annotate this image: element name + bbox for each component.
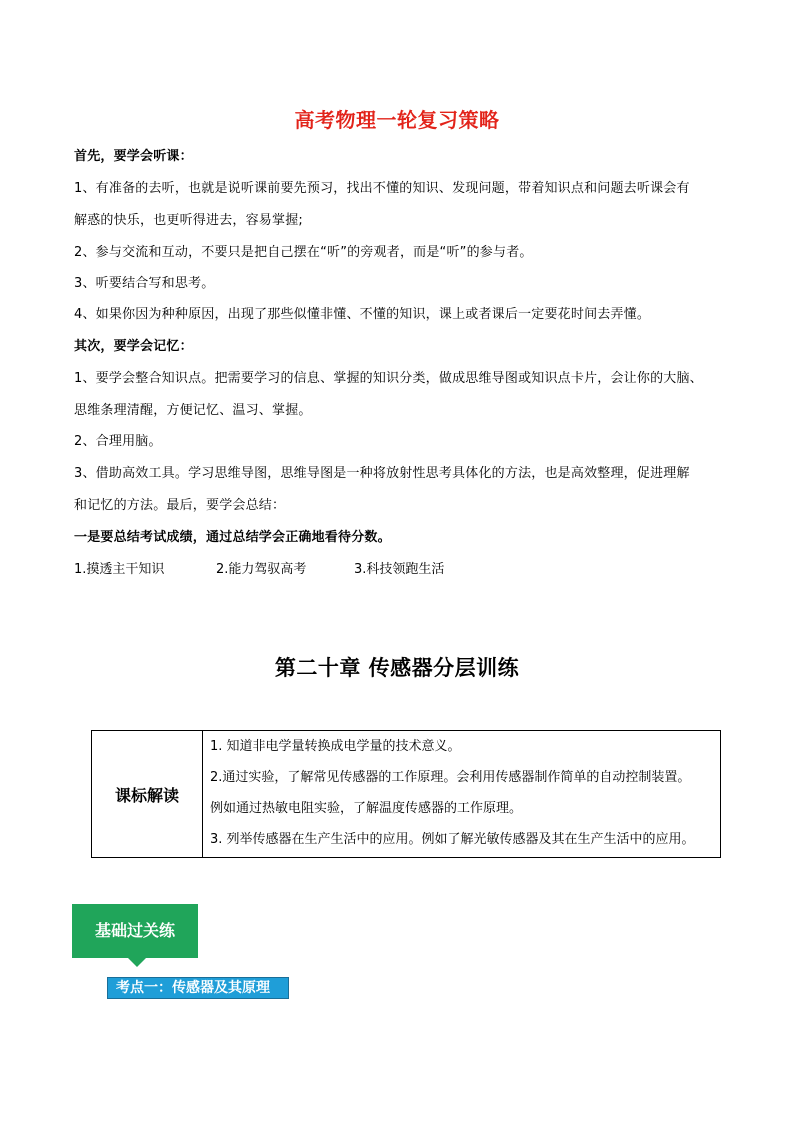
standards-label: 课标解读 [92, 731, 203, 858]
listening-point-2: 2、参与交流和互动，不要只是把自己摆在“听”的旁观者，而是“听”的参与者。 [74, 245, 533, 260]
standard-item: 例如通过热敏电阻实验，了解温度传感器的工作原理。 [210, 801, 523, 816]
feature-item: 2.能力驾驭高考 [216, 562, 307, 577]
listening-point-1-line-1: 1、有准备的去听，也就是说听课前要先预习，找出不懂的知识、发现问题，带着知识点和问题去听课会有 [74, 181, 690, 196]
memory-point-3-line-2: 和记忆的方法。最后，要学会总结： [74, 498, 286, 513]
feature-item: 3.科技领跑生活 [354, 562, 445, 577]
feature-row [74, 558, 444, 577]
memory-point-1-line-2: 思维条理清醒，方便记忆、温习、掌握。 [74, 403, 312, 418]
standard-item: 2.通过实验，了解常见传感器的工作原理。会利用传感器制作简单的自动控制装置。 [210, 770, 691, 785]
standard-item: 3. 列举传感器在生产生活中的应用。例如了解光敏传感器及其在生产生活中的应用。 [210, 832, 695, 847]
strategy-title: 高考物理一轮复习策略 [294, 108, 500, 132]
heading-listening: 首先，要学会听课： [74, 149, 193, 164]
feature-item: 1.摸透主干知识 [74, 562, 165, 577]
listening-point-1-line-2: 解惑的快乐，也更听得进去，容易掌握; [74, 213, 303, 228]
chapter-title: 第二十章 传感器分层训练 [274, 655, 520, 680]
standard-item: 1. 知道非电学量转换成电学量的技术意义。 [210, 739, 461, 754]
summary-line: 一是要总结考试成绩，通过总结学会正确地看待分数。 [74, 530, 391, 545]
listening-point-3: 3、听要结合写和思考。 [74, 276, 215, 291]
memory-point-3-line-1: 3、借助高效工具。学习思维导图，思维导图是一种将放射性思考具体化的方法，也是高效整理，促进理解 [74, 466, 690, 481]
exam-point-label: 考点一：传感器及其原理 [107, 977, 289, 999]
basic-practice-tab: 基础过关练 [72, 904, 198, 958]
memory-point-2: 2、合理用脑。 [74, 434, 162, 449]
curriculum-standards-table [91, 730, 721, 858]
standards-content [203, 731, 721, 858]
listening-point-4: 4、如果你因为种种原因，出现了那些似懂非懂、不懂的知识，课上或者课后一定要花时间去弄懂。 [74, 307, 651, 322]
tab-pointer [128, 958, 146, 967]
memory-point-1-line-1: 1、要学会整合知识点。把需要学习的信息、掌握的知识分类，做成思维导图或知识点卡片，会让你的大脑、 [74, 371, 703, 386]
heading-memory: 其次，要学会记忆： [74, 339, 193, 354]
